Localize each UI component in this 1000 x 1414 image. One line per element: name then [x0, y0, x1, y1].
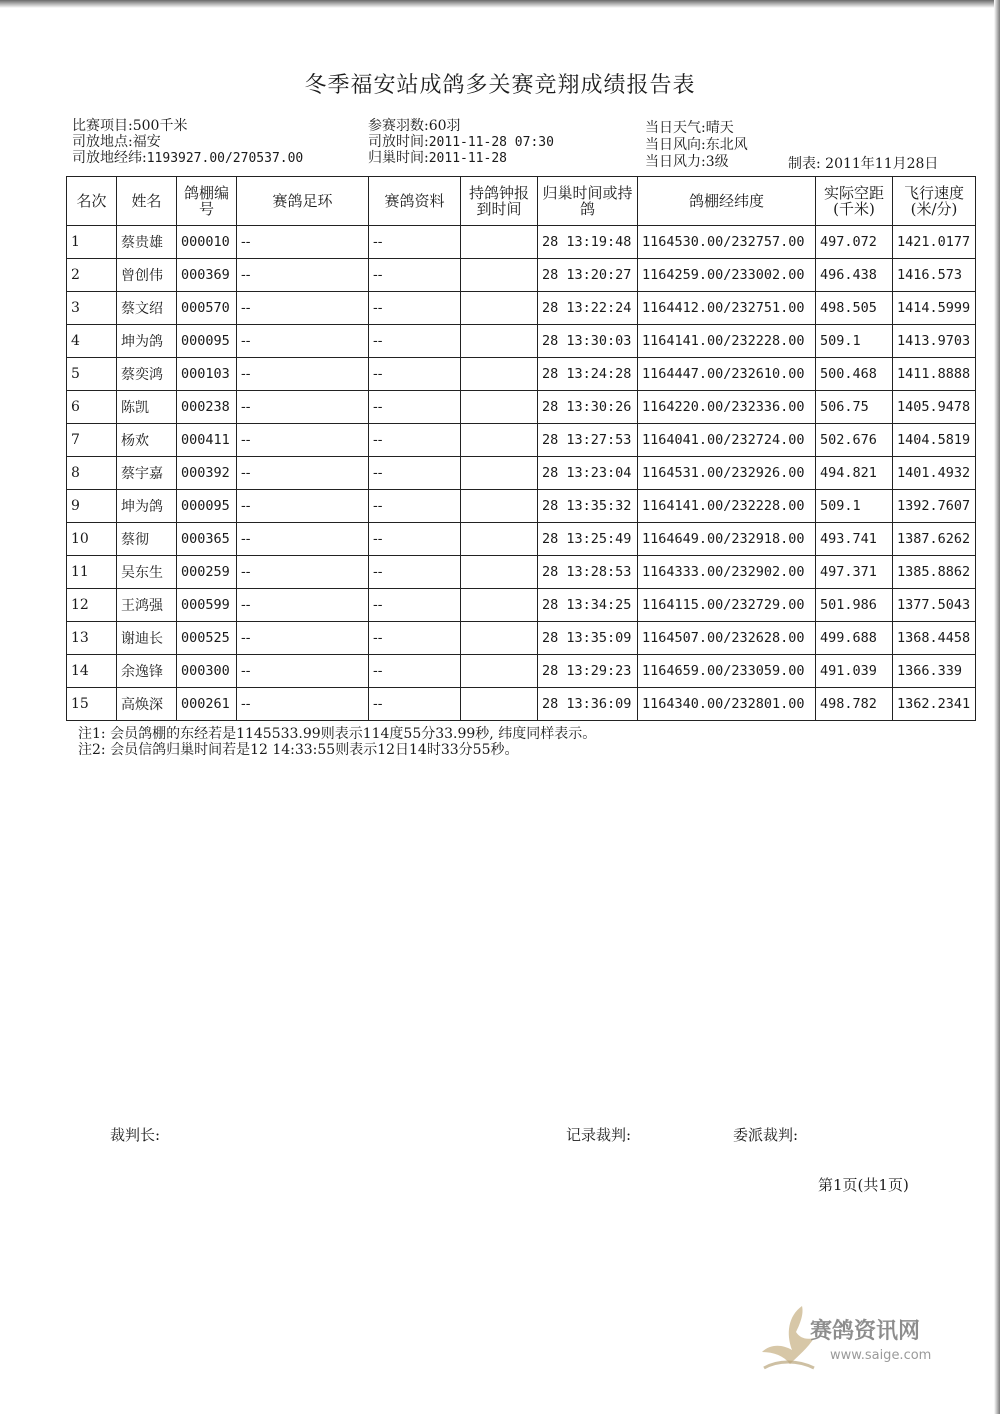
cell-distance: 499.688 — [816, 622, 893, 655]
release-place-label: 司放地点: — [72, 134, 133, 150]
table-row — [67, 490, 976, 523]
page-number: 第1页(共1页) — [818, 1176, 909, 1194]
cell-ring: -- — [237, 589, 369, 622]
cell-loft-coords: 1164531.00/232926.00 — [638, 457, 816, 490]
cell-rank: 5 — [67, 358, 117, 391]
cell-loft-coords: 1164041.00/232724.00 — [638, 424, 816, 457]
table-row — [67, 259, 976, 292]
cell-ring: -- — [237, 325, 369, 358]
table-row — [67, 556, 976, 589]
col-header-distance: 实际空距(千米) — [816, 177, 893, 226]
entries-value: 60羽 — [428, 118, 461, 134]
cell-name: 谢迪长 — [117, 622, 177, 655]
cell-rank: 2 — [67, 259, 117, 292]
watermark-url: www.saige.com — [830, 1348, 932, 1363]
table-header-row — [67, 177, 976, 226]
cell-loft-coords: 1164412.00/232751.00 — [638, 292, 816, 325]
release-place — [72, 134, 161, 150]
cell-pigeon-info: -- — [369, 226, 461, 259]
cell-speed: 1385.8862 — [893, 556, 976, 589]
race-item-label: 比赛项目: — [72, 118, 133, 134]
table-row — [67, 655, 976, 688]
cell-loft-id: 000259 — [177, 556, 237, 589]
wind-force — [645, 154, 729, 170]
cell-speed: 1411.8888 — [893, 358, 976, 391]
col-header-clock-time: 持鸽钟报到时间 — [461, 177, 538, 226]
cell-speed: 1362.2341 — [893, 688, 976, 721]
prepared-date — [788, 156, 938, 172]
cell-name: 蔡宇嘉 — [117, 457, 177, 490]
prepared-label: 制表: — [788, 156, 821, 172]
cell-distance: 502.676 — [816, 424, 893, 457]
col-header-name: 姓名 — [117, 177, 177, 226]
cell-rank: 6 — [67, 391, 117, 424]
cell-distance: 493.741 — [816, 523, 893, 556]
cell-distance: 496.438 — [816, 259, 893, 292]
release-coords-label: 司放地经纬: — [72, 150, 147, 166]
cell-rank: 7 — [67, 424, 117, 457]
cell-pigeon-info: -- — [369, 556, 461, 589]
table-row — [67, 424, 976, 457]
col-header-return-time: 归巢时间或持鸽 — [538, 177, 638, 226]
cell-return-time: 28 13:35:09 — [538, 622, 638, 655]
cell-speed: 1421.0177 — [893, 226, 976, 259]
cell-loft-coords: 1164649.00/232918.00 — [638, 523, 816, 556]
cell-speed: 1377.5043 — [893, 589, 976, 622]
cell-pigeon-info: -- — [369, 292, 461, 325]
cell-speed: 1404.5819 — [893, 424, 976, 457]
wind-force-label: 当日风力: — [645, 154, 706, 170]
return-time-label: 归巢时间: — [368, 150, 429, 166]
cell-return-time: 28 13:20:27 — [538, 259, 638, 292]
table-row — [67, 589, 976, 622]
cell-clock-time — [461, 391, 538, 424]
cell-loft-id: 000365 — [177, 523, 237, 556]
cell-ring: -- — [237, 424, 369, 457]
cell-ring: -- — [237, 292, 369, 325]
cell-name: 陈凯 — [117, 391, 177, 424]
cell-name: 高焕深 — [117, 688, 177, 721]
cell-speed: 1401.4932 — [893, 457, 976, 490]
table-body — [67, 226, 976, 721]
cell-clock-time — [461, 589, 538, 622]
cell-loft-id: 000392 — [177, 457, 237, 490]
cell-loft-coords: 1164447.00/232610.00 — [638, 358, 816, 391]
cell-speed: 1416.573 — [893, 259, 976, 292]
cell-return-time: 28 13:19:48 — [538, 226, 638, 259]
cell-distance: 509.1 — [816, 325, 893, 358]
entries — [368, 118, 461, 134]
wind-direction-label: 当日风向: — [645, 137, 706, 153]
cell-return-time: 28 13:22:24 — [538, 292, 638, 325]
cell-loft-coords: 1164659.00/233059.00 — [638, 655, 816, 688]
cell-clock-time — [461, 226, 538, 259]
notes — [78, 726, 596, 758]
table-row — [67, 325, 976, 358]
cell-loft-coords: 1164333.00/232902.00 — [638, 556, 816, 589]
cell-return-time: 28 13:30:26 — [538, 391, 638, 424]
cell-ring: -- — [237, 391, 369, 424]
cell-loft-id: 000570 — [177, 292, 237, 325]
cell-rank: 3 — [67, 292, 117, 325]
cell-clock-time — [461, 325, 538, 358]
cell-rank: 9 — [67, 490, 117, 523]
cell-loft-id: 000095 — [177, 325, 237, 358]
cell-rank: 15 — [67, 688, 117, 721]
cell-pigeon-info: -- — [369, 259, 461, 292]
cell-loft-id: 000238 — [177, 391, 237, 424]
watermark-text: 赛鸽资讯网 — [810, 1319, 921, 1344]
cell-loft-coords: 1164259.00/233002.00 — [638, 259, 816, 292]
race-item-value: 500千米 — [132, 118, 188, 134]
cell-name: 蔡文绍 — [117, 292, 177, 325]
cell-name: 吴东生 — [117, 556, 177, 589]
cell-speed: 1366.339 — [893, 655, 976, 688]
col-header-ring: 赛鸽足环 — [237, 177, 369, 226]
weather-label: 当日天气: — [645, 120, 706, 136]
cell-clock-time — [461, 292, 538, 325]
cell-name: 王鸿强 — [117, 589, 177, 622]
cell-name: 坤为鸽 — [117, 490, 177, 523]
return-time-value: 2011-11-28 — [428, 151, 507, 166]
cell-name: 余逸锋 — [117, 655, 177, 688]
cell-pigeon-info: -- — [369, 358, 461, 391]
cell-speed: 1413.9703 — [893, 325, 976, 358]
cell-clock-time — [461, 523, 538, 556]
cell-loft-coords: 1164507.00/232628.00 — [638, 622, 816, 655]
table-row — [67, 622, 976, 655]
cell-name: 坤为鸽 — [117, 325, 177, 358]
cell-name: 蔡贵雄 — [117, 226, 177, 259]
cell-distance: 500.468 — [816, 358, 893, 391]
cell-ring: -- — [237, 490, 369, 523]
cell-loft-coords: 1164141.00/232228.00 — [638, 325, 816, 358]
cell-name: 杨欢 — [117, 424, 177, 457]
cell-return-time: 28 13:28:53 — [538, 556, 638, 589]
cell-ring: -- — [237, 556, 369, 589]
cell-loft-coords: 1164141.00/232228.00 — [638, 490, 816, 523]
cell-pigeon-info: -- — [369, 424, 461, 457]
scan-edge-right — [994, 0, 1000, 1414]
cell-clock-time — [461, 688, 538, 721]
cell-loft-id: 000525 — [177, 622, 237, 655]
cell-name: 曾创伟 — [117, 259, 177, 292]
delegated-referee-label: 委派裁判: — [733, 1126, 799, 1144]
cell-clock-time — [461, 556, 538, 589]
release-place-value: 福安 — [132, 134, 161, 150]
note-1: 注1: 会员鸽棚的东经若是1145533.99则表示114度55分33.99秒, 纬度同样表示。 — [78, 726, 597, 742]
note-2: 注2: 会员信鸽归巢时间若是12 14:33:55则表示12日14时33分55秒。 — [78, 742, 519, 758]
cell-pigeon-info: -- — [369, 457, 461, 490]
table-row — [67, 391, 976, 424]
weather-value: 晴天 — [705, 120, 734, 136]
cell-ring: -- — [237, 622, 369, 655]
watermark — [758, 1298, 968, 1378]
wind-direction — [645, 137, 748, 153]
cell-rank: 1 — [67, 226, 117, 259]
cell-speed: 1368.4458 — [893, 622, 976, 655]
cell-pigeon-info: -- — [369, 523, 461, 556]
cell-return-time: 28 13:34:25 — [538, 589, 638, 622]
col-header-speed: 飞行速度(米/分) — [893, 177, 976, 226]
cell-loft-id: 000103 — [177, 358, 237, 391]
cell-distance: 497.072 — [816, 226, 893, 259]
cell-clock-time — [461, 424, 538, 457]
table-row — [67, 688, 976, 721]
cell-loft-coords: 1164220.00/232336.00 — [638, 391, 816, 424]
cell-loft-id: 000095 — [177, 490, 237, 523]
cell-distance: 494.821 — [816, 457, 893, 490]
cell-distance: 497.371 — [816, 556, 893, 589]
cell-ring: -- — [237, 259, 369, 292]
table-row — [67, 523, 976, 556]
cell-return-time: 28 13:30:03 — [538, 325, 638, 358]
cell-loft-id: 000411 — [177, 424, 237, 457]
cell-pigeon-info: -- — [369, 655, 461, 688]
cell-rank: 14 — [67, 655, 117, 688]
cell-return-time: 28 13:24:28 — [538, 358, 638, 391]
cell-distance: 498.505 — [816, 292, 893, 325]
cell-pigeon-info: -- — [369, 490, 461, 523]
cell-distance: 501.986 — [816, 589, 893, 622]
cell-ring: -- — [237, 688, 369, 721]
cell-rank: 10 — [67, 523, 117, 556]
cell-clock-time — [461, 622, 538, 655]
release-coords-value: 1193927.00/270537.00 — [146, 151, 304, 166]
release-time-label: 司放时间: — [368, 134, 429, 150]
entries-label: 参赛羽数: — [368, 118, 429, 134]
cell-return-time: 28 13:25:49 — [538, 523, 638, 556]
cell-clock-time — [461, 457, 538, 490]
scan-edge-top — [0, 0, 1000, 8]
cell-clock-time — [461, 358, 538, 391]
cell-speed: 1387.6262 — [893, 523, 976, 556]
cell-distance: 506.75 — [816, 391, 893, 424]
cell-pigeon-info: -- — [369, 391, 461, 424]
cell-rank: 12 — [67, 589, 117, 622]
cell-clock-time — [461, 259, 538, 292]
cell-return-time: 28 13:36:09 — [538, 688, 638, 721]
cell-return-time: 28 13:27:53 — [538, 424, 638, 457]
race-item — [72, 118, 187, 134]
cell-rank: 8 — [67, 457, 117, 490]
cell-ring: -- — [237, 457, 369, 490]
cell-ring: -- — [237, 226, 369, 259]
cell-ring: -- — [237, 655, 369, 688]
cell-loft-id: 000010 — [177, 226, 237, 259]
cell-loft-coords: 1164115.00/232729.00 — [638, 589, 816, 622]
col-header-pigeon-info: 赛鸽资料 — [369, 177, 461, 226]
cell-speed: 1405.9478 — [893, 391, 976, 424]
report-title: 冬季福安站成鸽多关赛竞翔成绩报告表 — [304, 73, 696, 98]
chief-referee-label: 裁判长: — [110, 1126, 161, 1144]
cell-name: 蔡彻 — [117, 523, 177, 556]
cell-pigeon-info: -- — [369, 622, 461, 655]
wind-direction-value: 东北风 — [705, 137, 748, 153]
cell-ring: -- — [237, 358, 369, 391]
cell-ring: -- — [237, 523, 369, 556]
cell-loft-id: 000369 — [177, 259, 237, 292]
cell-name: 蔡奕鸿 — [117, 358, 177, 391]
cell-loft-id: 000599 — [177, 589, 237, 622]
results-table — [66, 176, 976, 721]
cell-return-time: 28 13:23:04 — [538, 457, 638, 490]
table-row — [67, 226, 976, 259]
cell-speed: 1414.5999 — [893, 292, 976, 325]
wind-force-value: 3级 — [705, 154, 729, 170]
table-row — [67, 358, 976, 391]
cell-distance: 509.1 — [816, 490, 893, 523]
release-time-value: 2011-11-28 07:30 — [428, 135, 554, 150]
pigeon-logo-icon — [758, 1298, 818, 1378]
cell-pigeon-info: -- — [369, 325, 461, 358]
cell-rank: 11 — [67, 556, 117, 589]
release-time — [368, 134, 554, 151]
table-row — [67, 457, 976, 490]
return-time — [368, 150, 507, 167]
col-header-loft-id: 鸽棚编号 — [177, 177, 237, 226]
cell-loft-id: 000300 — [177, 655, 237, 688]
cell-loft-coords: 1164340.00/232801.00 — [638, 688, 816, 721]
cell-loft-coords: 1164530.00/232757.00 — [638, 226, 816, 259]
cell-pigeon-info: -- — [369, 688, 461, 721]
cell-pigeon-info: -- — [369, 589, 461, 622]
cell-distance: 498.782 — [816, 688, 893, 721]
cell-return-time: 28 13:29:23 — [538, 655, 638, 688]
cell-return-time: 28 13:35:32 — [538, 490, 638, 523]
recording-referee-label: 记录裁判: — [566, 1126, 632, 1144]
prepared-date-value: 2011年11月28日 — [825, 156, 939, 172]
cell-clock-time — [461, 490, 538, 523]
cell-rank: 13 — [67, 622, 117, 655]
cell-loft-id: 000261 — [177, 688, 237, 721]
col-header-rank: 名次 — [67, 177, 117, 226]
release-coords — [72, 150, 303, 167]
table-row — [67, 292, 976, 325]
cell-clock-time — [461, 655, 538, 688]
col-header-loft-coords: 鸽棚经纬度 — [638, 177, 816, 226]
cell-rank: 4 — [67, 325, 117, 358]
cell-distance: 491.039 — [816, 655, 893, 688]
cell-speed: 1392.7607 — [893, 490, 976, 523]
weather — [645, 120, 734, 136]
